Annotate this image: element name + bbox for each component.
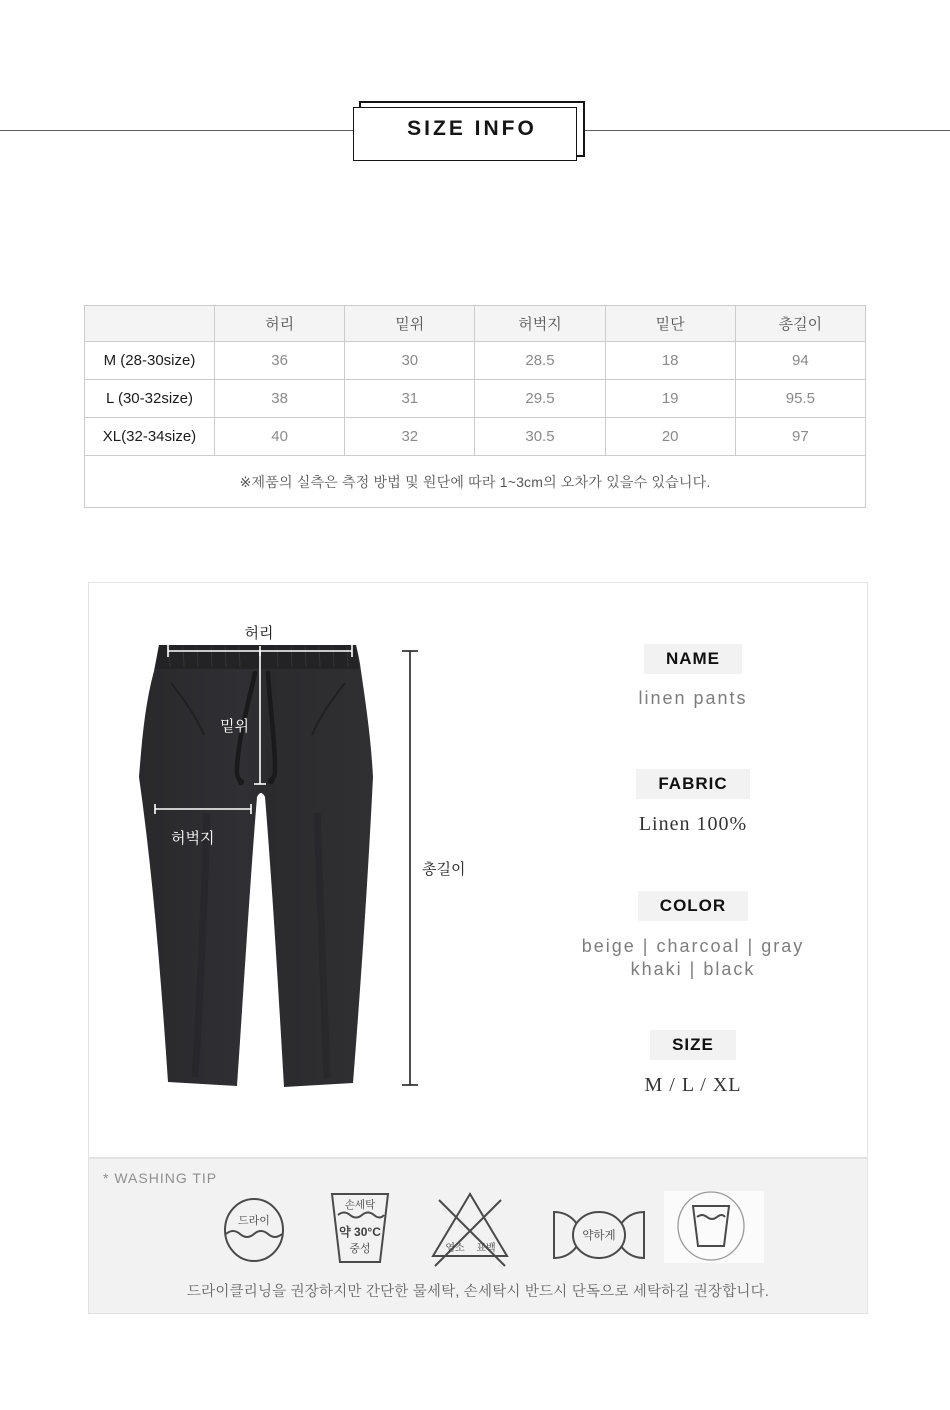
total-length-measure-label: 총길이 — [422, 861, 466, 878]
cell-m-waist: 36 — [215, 342, 345, 380]
fabric-value: Linen 100% — [638, 813, 748, 835]
wring-gently-label: 약하게 — [582, 1230, 616, 1242]
hand-wash-neutral-label: 중성 — [349, 1243, 371, 1255]
hand-wash-icon — [329, 1192, 391, 1264]
col-header-rise: 밑위 — [345, 306, 475, 342]
washing-caption: 드라이클리닝을 권장하지만 간단한 물세탁, 손세탁시 반드시 단독으로 세탁하길 권장합니다. — [186, 1284, 770, 1300]
cell-xl-length: 97 — [735, 418, 865, 456]
cell-m-thigh: 28.5 — [475, 342, 605, 380]
product-name-value: linen pants — [638, 688, 748, 708]
cell-l-length: 95.5 — [735, 380, 865, 418]
dry-cleaning-icon — [222, 1197, 286, 1263]
no-bleach-icon — [427, 1188, 513, 1270]
fabric-section-header: FABRIC — [636, 769, 749, 799]
row-label-l: L (30-32size) — [85, 380, 215, 418]
cell-m-hem: 18 — [605, 342, 735, 380]
washing-tip-panel — [88, 1158, 868, 1314]
wash-tub-icon — [664, 1191, 764, 1263]
size-value: M / L / XL — [644, 1074, 742, 1096]
no-bleach-left-label: 염소 — [445, 1243, 465, 1254]
row-label-xl: XL(32-34size) — [85, 418, 215, 456]
table-note-row — [85, 456, 866, 508]
color-section-header: COLOR — [638, 891, 748, 921]
cell-l-waist: 38 — [215, 380, 345, 418]
color-value — [519, 935, 867, 980]
col-header-thigh: 허벅지 — [475, 306, 605, 342]
total-length-measure-line — [402, 651, 418, 1085]
waist-measure-label: 허리 — [244, 625, 274, 642]
hand-wash-top-label: 손세탁 — [344, 1199, 376, 1211]
product-info-panel — [519, 583, 867, 1157]
cell-m-rise: 30 — [345, 342, 475, 380]
drawstring-tip — [268, 778, 274, 784]
cell-xl-waist: 40 — [215, 418, 345, 456]
color-value-line2: khaki | black — [630, 958, 756, 979]
page-title: SIZE INFO — [407, 117, 537, 140]
name-section-header: NAME — [644, 644, 742, 674]
wring-gently-icon — [549, 1205, 649, 1265]
size-table-corner-cell — [85, 306, 215, 342]
hand-wash-temp-label: 약 30°C — [339, 1225, 381, 1239]
color-section — [519, 891, 867, 980]
pants-silhouette — [139, 645, 373, 1087]
measurement-note: ※제품의 실측은 측정 방법 및 원단에 따라 1~3cm의 오차가 있을수 있습니다. — [85, 456, 866, 508]
col-header-length: 총길이 — [735, 306, 865, 342]
cell-xl-thigh: 30.5 — [475, 418, 605, 456]
row-label-m: M (28-30size) — [85, 342, 215, 380]
col-header-waist: 허리 — [215, 306, 345, 342]
thigh-measure-label: 허벅지 — [171, 830, 215, 847]
size-info-title-box — [359, 101, 585, 157]
rise-measure-label: 밑위 — [220, 718, 249, 735]
no-bleach-right-label: 표백 — [476, 1243, 496, 1254]
pants-waistband — [155, 645, 359, 669]
size-table-header-row — [85, 306, 866, 342]
cell-l-hem: 19 — [605, 380, 735, 418]
size-section — [519, 1030, 867, 1097]
color-value-line1: beige | charcoal | gray — [581, 936, 805, 956]
col-header-hem: 밑단 — [605, 306, 735, 342]
washing-tip-title: * WASHING TIP — [103, 1170, 218, 1186]
name-section — [519, 644, 867, 709]
table-row — [85, 418, 866, 456]
cell-xl-hem: 20 — [605, 418, 735, 456]
pants-diagram — [89, 583, 519, 1157]
fabric-section — [519, 769, 867, 836]
dry-cleaning-label: 드라이 — [238, 1215, 270, 1227]
table-row — [85, 380, 866, 418]
cell-xl-rise: 32 — [345, 418, 475, 456]
size-table — [84, 305, 866, 508]
cell-m-length: 94 — [735, 342, 865, 380]
drawstring-tip — [238, 779, 244, 785]
size-section-header: SIZE — [650, 1030, 736, 1060]
cell-l-rise: 31 — [345, 380, 475, 418]
cell-l-thigh: 29.5 — [475, 380, 605, 418]
product-detail-box — [88, 582, 868, 1158]
table-row — [85, 342, 866, 380]
